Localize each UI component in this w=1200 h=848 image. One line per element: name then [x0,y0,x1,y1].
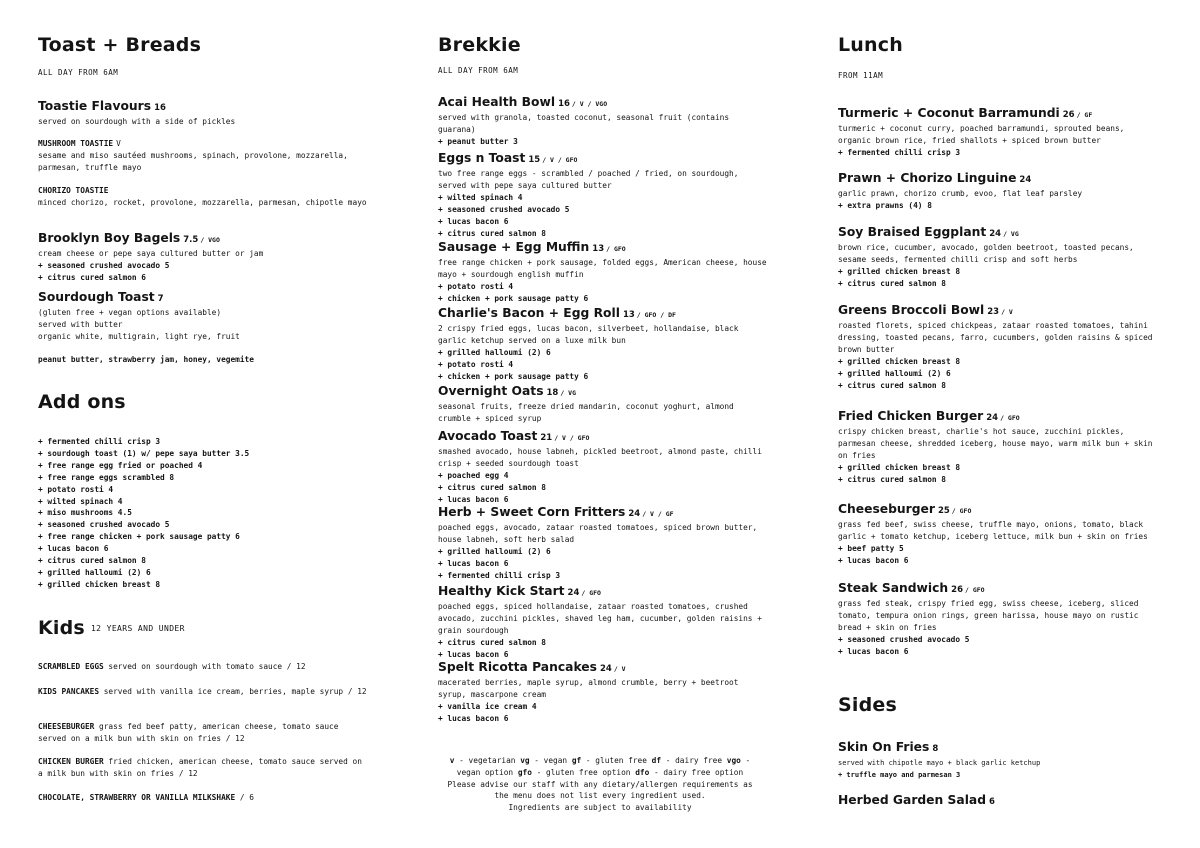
item-description: grass fed steak, crispy fried egg, swiss cheese, iceberg, sliced tomato, tempura onion rings, green harissa, house mayo on rustic bread + skin on fries [838,599,1139,632]
item-name: Skin On Fries [838,740,930,754]
item-name: Overnight Oats [438,384,544,398]
menu-item-bagels [38,231,368,284]
item-name: Avocado Toast [438,429,538,443]
addon-item: + free range egg fried or poached 4 [38,460,203,470]
menu-item-acai [438,95,768,148]
item-description: served with butter [38,320,123,329]
item-description: minced chorizo, rocket, provolone, mozzarella, parmesan, chipotle mayo [38,198,367,207]
allergen-note: the menu does not list every ingredient used. [494,791,706,801]
addon-item: + sourdough toast (1) w/ pepe saya butter 3.5 [38,448,250,458]
item-name: CHORIZO TOASTIE [38,186,109,195]
item-name: Turmeric + Coconut Barramundi [838,106,1060,120]
addon-item: + fermented chilli crisp 3 [38,437,161,446]
item-tags: / V / GFO [542,156,578,164]
section-title-lunch: Lunch [838,34,903,56]
addon-item: + seasoned crushed avocado 5 [38,520,170,530]
item-description: organic white, multigrain, light rye, fruit [38,332,240,341]
item-name: Steak Sandwich [838,581,949,595]
item-addon: + citrus cured salmon 8 [438,483,546,492]
menu-item-sausage-muffin [438,240,768,305]
item-name: Soy Braised Eggplant [838,225,987,239]
item-price: 6 [989,797,995,807]
dietary-legend [430,755,770,814]
menu-item-garden-salad [838,793,1160,810]
addons-list [38,436,249,591]
kids-item-name: CHEESEBURGER [38,722,95,731]
kids-item-name: KIDS PANCAKES [38,687,100,696]
item-description: (gluten free + vegan options available) [38,308,222,317]
item-description: roasted florets, spiced chickpeas, zataar roasted tomatoes, tahini dressing, toasted pecans, farro, cucumbers, golden raisins & spiced brown butter [838,321,1153,354]
item-tags: / VG [560,389,577,397]
section-title-kids [38,617,185,639]
menu-item-toastie [38,99,368,128]
item-addon: + grilled halloumi (2) 6 [438,348,551,357]
item-description: garlic prawn, chorizo crumb, evoo, flat leaf parsley [838,189,1083,198]
item-name: Sourdough Toast [38,290,155,304]
addon-item: + miso mushrooms 4.5 [38,508,132,518]
item-addon: + lucas bacon 6 [838,647,909,656]
item-addon: + citrus cured salmon 8 [838,381,946,390]
item-price: 24 [567,588,580,598]
kids-subtitle: 12 YEARS AND UNDER [90,624,185,633]
menu-item-mushroom-toastie [38,138,368,174]
item-name: Herb + Sweet Corn Fritters [438,505,626,519]
kids-item-desc: served with vanilla ice cream, berries, maple syrup / 12 [99,687,367,696]
section-title-brekkie: Brekkie [438,34,521,56]
item-name: Sausage + Egg Muffin [438,240,590,254]
item-tags: / VG [1003,230,1019,238]
item-description: seasonal fruits, freeze dried mandarin, coconut yoghurt, almond crumble + spiced syrup [438,402,734,423]
section-title-addons: Add ons [38,391,126,413]
item-price: 24 [989,229,1002,239]
item-addon: + peanut butter 3 [438,137,518,146]
item-description: free range chicken + pork sausage, folded eggs, American cheese, house mayo + sourdough english muffin [438,258,767,279]
addon-item: + free range eggs scrambled 8 [38,472,175,482]
item-addon: + truffle mayo and parmesan 3 [838,771,961,779]
item-addon: + lucas bacon 6 [438,217,509,226]
item-name: Greens Broccoli Bowl [838,303,985,317]
item-name: Brooklyn Boy Bagels [38,231,181,245]
item-price: 16 [558,99,570,109]
item-name: MUSHROOM TOASTIE [38,139,114,148]
item-addon: + lucas bacon 6 [438,495,509,504]
item-name: Prawn + Chorizo Linguine [838,171,1017,185]
item-description: served with granola, toasted coconut, seasonal fruit (contains guarana) [438,113,730,134]
item-description: smashed avocado, house labneh, pickled beetroot, almond paste, chilli crisp + seeded sourdough toast [438,447,762,468]
kids-item [38,661,368,673]
item-addon: + potato rosti 4 [438,360,514,369]
section-subtitle-lunch: FROM 11AM [838,71,884,80]
item-price: 8 [932,744,939,754]
item-addon: + citrus cured salmon 8 [438,638,546,647]
item-addon: + chicken + pork sausage patty 6 [438,294,589,303]
item-description: turmeric + coconut curry, poached barramundi, sprouted beans, organic brown rice, fried shallots + spiced brown butter [838,124,1125,145]
item-name: Eggs n Toast [438,151,526,165]
item-spreads: peanut butter, strawberry jam, honey, vegemite [38,355,254,364]
item-addon: + vanilla ice cream 4 [438,702,537,711]
item-price: 25 [937,506,950,516]
item-price: 26 [951,585,964,595]
item-price: 23 [987,307,1000,317]
item-description: sesame and miso sautéed mushrooms, spinach, provolone, mozzarella, parmesan, truffle mayo [38,151,348,172]
menu-item-corn-fritters [438,505,768,582]
section-title-sides: Sides [838,694,897,716]
addon-item: + potato rosti 4 [38,484,114,494]
item-tags: / GFO [1000,414,1020,422]
item-tags: / GFO [951,507,972,515]
item-tags: / V [613,665,626,673]
kids-item-name: CHICKEN BURGER [38,757,104,766]
addon-item: + grilled halloumi (2) 6 [38,567,151,577]
item-name: Healthy Kick Start [438,584,565,598]
item-addon: + seasoned crushed avocado 5 [838,635,970,644]
item-description: grass fed beef, swiss cheese, truffle mayo, onions, tomato, black garlic + tomato ketchup, iceberg lettuce, milk bun + skin on fries [838,520,1148,541]
item-description: brown rice, cucumber, avocado, golden beetroot, toasted pecans, sesame seeds, fermented chilli crisp and soft herbs [838,243,1134,264]
item-description: served on sourdough with a side of pickles [38,117,236,126]
menu-item-steak-sandwich [838,581,1160,658]
item-addon: + seasoned crushed avocado 5 [438,205,570,214]
item-addon: + seasoned crushed avocado 5 [38,261,170,270]
item-addon: + wilted spinach 4 [438,193,523,202]
item-description: poached eggs, spiced hollandaise, zataar roasted tomatoes, crushed avocado, zucchini pickles, shaved leg ham, cucumber, golden raisins + grain sourdough [438,602,762,635]
item-addon: + citrus cured salmon 8 [838,279,946,288]
item-tags: / V [1001,308,1013,316]
item-tag: V [116,139,121,148]
item-name: Herbed Garden Salad [838,793,987,807]
item-price: 26 [1062,110,1075,120]
item-description: served with chipotle mayo + black garlic ketchup [838,759,1041,767]
item-name: Toastie Flavours [38,99,152,113]
menu-item-cheeseburger [838,502,1160,567]
addon-item: + free range chicken + pork sausage patty 6 [38,532,240,542]
item-addon: + citrus cured salmon 8 [838,475,946,484]
section-subtitle-brekkie: ALL DAY FROM 6AM [438,66,519,75]
item-addon: + beef patty 5 [838,544,904,553]
item-addon: + potato rosti 4 [438,282,514,291]
kids-item-name: CHOCOLATE, STRAWBERRY OR VANILLA MILKSHAKE [38,793,236,802]
menu-item-eggs-n-toast [438,151,768,240]
kids-item [38,792,368,804]
menu-item-avocado-toast [438,429,768,506]
item-addon: + fermented chilli crisp 3 [838,148,961,157]
item-name: Acai Health Bowl [438,95,556,109]
menu-item-healthy-kick-start [438,584,768,661]
item-addon: + extra prawns (4) 8 [838,201,932,210]
menu-item-eggplant [838,225,1160,290]
menu-item-sourdough [38,290,368,366]
item-description: macerated berries, maple syrup, almond crumble, berry + beetroot syrup, mascarpone cream [438,678,739,699]
item-description: poached eggs, avocado, zataar roasted tomatoes, spiced brown butter, house labneh, soft herb salad [438,523,758,544]
item-price: 24 [986,413,999,423]
item-addon: + fermented chilli crisp 3 [438,571,561,580]
availability-note: Ingredients are subject to availability [508,803,692,813]
addon-item: + grilled chicken breast 8 [38,579,161,589]
item-tags: / GFO [965,586,985,594]
item-addon: + grilled halloumi (2) 6 [438,547,551,556]
menu-item-linguine [838,171,1160,212]
item-tags: / GFO [581,589,601,597]
kids-item-desc: / 6 [235,793,254,802]
item-tags: / GF [1076,111,1093,119]
item-tags: / V / GF [642,510,674,518]
menu-item-fries [838,740,1160,781]
allergen-note: Please advise our staff with any dietary/allergen requirements as [447,779,753,789]
item-price: 16 [154,103,166,113]
item-name: Charlie's Bacon + Egg Roll [438,306,620,320]
item-name: Cheeseburger [838,502,935,516]
item-price: 24 [599,664,612,674]
item-price: 24 [1019,175,1032,185]
addon-item: + citrus cured salmon 8 [38,556,146,566]
item-addon: + lucas bacon 6 [838,556,909,565]
item-description: crispy chicken breast, charlie's hot sauce, zucchini pickles, parmesan cheese, shredded iceberg, house mayo, warm milk bun + skin on fries [838,427,1153,460]
menu-item-bacon-egg-roll [438,306,768,383]
item-tags: / GFO [606,245,626,253]
item-price: 7.5 [183,235,199,245]
kids-item-name: SCRAMBLED EGGS [38,662,104,671]
item-price: 13 [592,244,605,254]
item-name: Fried Chicken Burger [838,409,984,423]
item-description: 2 crispy fried eggs, lucas bacon, silverbeet, hollandaise, black garlic ketchup served on a luxe milk bun [438,324,739,345]
item-addon: + chicken + pork sausage patty 6 [438,372,589,381]
kids-item [38,756,368,780]
item-price: 18 [546,388,559,398]
item-tags: / V / GFO [554,434,590,442]
menu-item-pancakes [438,660,768,725]
kids-item [38,686,368,698]
item-name: Spelt Ricotta Pancakes [438,660,597,674]
item-tags: / VGO [200,236,220,244]
legend-line: vegan option gfo - gluten free option dfo - dairy free option [456,767,744,777]
item-description: two free range eggs - scrambled / poached / fried, on sourdough, served with pepe saya cultured butter [438,169,739,190]
item-price: 7 [157,294,164,304]
item-price: 15 [528,155,541,165]
addon-item: + lucas bacon 6 [38,544,109,554]
item-addon: + citrus cured salmon 6 [38,273,146,282]
menu-item-barramundi [838,106,1160,159]
kids-item-desc: served on sourdough with tomato sauce / 12 [103,662,306,671]
item-addon: + lucas bacon 6 [438,559,509,568]
item-addon: + lucas bacon 6 [438,650,509,659]
item-addon: + lucas bacon 6 [438,714,509,723]
item-tags: / GFO / DF [636,311,676,319]
item-addon: + grilled chicken breast 8 [838,267,961,276]
menu-item-fried-chicken-burger [838,409,1160,486]
legend-line: v - vegetarian vg - vegan gf - gluten free df - dairy free vgo - [449,756,751,765]
menu-item-overnight-oats [438,384,768,425]
menu-item-chorizo-toastie [38,185,368,209]
item-description: cream cheese or pepe saya cultured butter or jam [38,249,264,258]
item-addon: + grilled halloumi (2) 6 [838,369,951,378]
item-addon: + citrus cured salmon 8 [438,229,546,238]
addon-item: + wilted spinach 4 [38,496,123,506]
kids-item-desc: grass fed beef patty, american cheese, tomato sauce served on a milk bun with skin on fries / 12 [38,722,339,743]
item-price: 13 [622,310,635,320]
kids-title: Kids [38,617,85,639]
item-addon: + grilled chicken breast 8 [838,357,961,366]
section-subtitle-toast: ALL DAY FROM 6AM [38,68,119,77]
menu-item-broccoli-bowl [838,303,1160,392]
kids-item [38,721,368,745]
item-price: 24 [628,509,641,519]
item-addon: + grilled chicken breast 8 [838,463,961,472]
kids-item-desc: fried chicken, american cheese, tomato sauce served on a milk bun with skin on fries / 12 [38,757,362,778]
item-price: 21 [540,433,553,443]
item-addon: + poached egg 4 [438,471,509,480]
item-tags: / V / VGO [571,100,608,108]
section-title-toast: Toast + Breads [38,34,202,56]
